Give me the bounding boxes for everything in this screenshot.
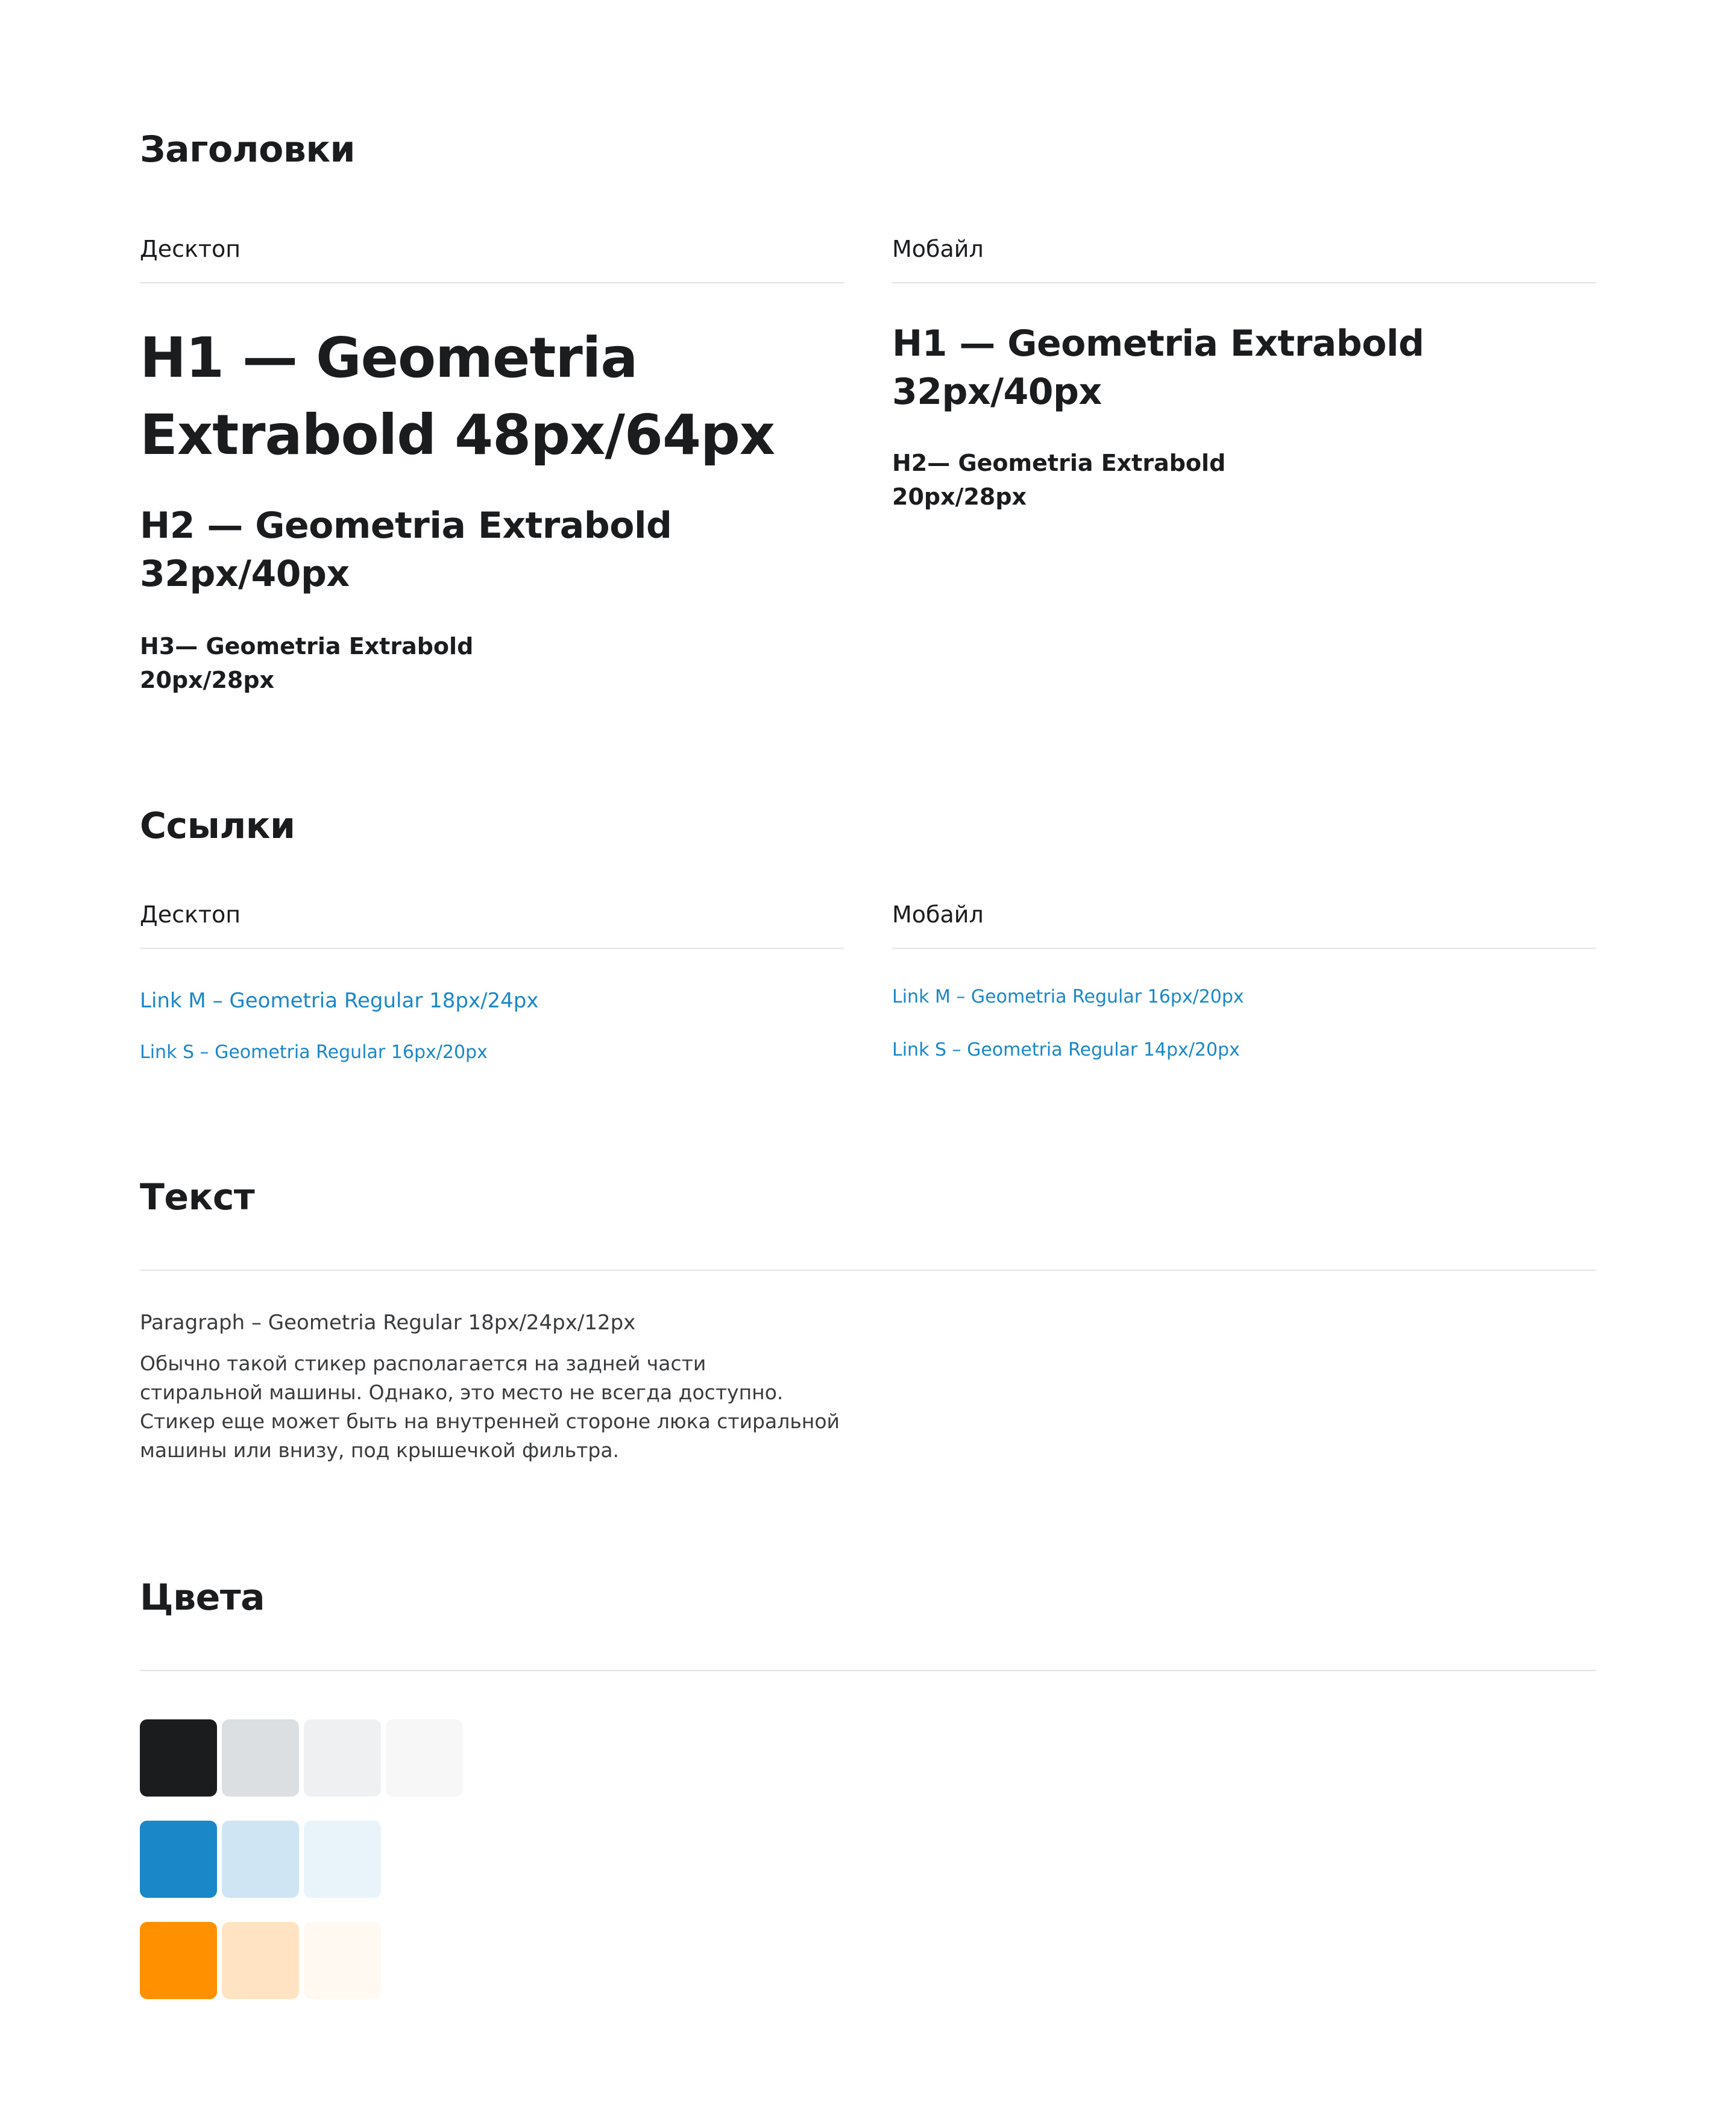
headings-desktop-samples: [140, 320, 844, 474]
mobile-link-m[interactable]: Link M – Geometria Regular 16px/20px: [892, 986, 1244, 1007]
text-section-title: Текст: [140, 1176, 255, 1218]
desktop-h3-line2: 20px/28px: [140, 667, 275, 693]
headings-desktop-label: Десктоп: [140, 236, 241, 262]
desktop-link-samples: [140, 986, 844, 1065]
desktop-h3-line1: H3— Geometria Extrabold: [140, 633, 474, 660]
colors-section-title: Цвета: [140, 1576, 265, 1619]
mobile-h2-line2: 20px/28px: [892, 483, 1027, 510]
desktop-h2-line2: 32px/40px: [140, 553, 350, 595]
color-swatch: [140, 1821, 217, 1898]
paragraph-sample: [140, 1349, 863, 1465]
swatch-row-blue: [140, 1821, 381, 1898]
paragraph-line: машины или внизу, под крышечкой фильтра.: [140, 1438, 620, 1462]
desktop-h1-sample: H1 — Geometria Extrabold 48px/64px: [140, 326, 775, 467]
paragraph-line: стиральной машины. Однако, это место не всегда доступно.: [140, 1381, 784, 1404]
headings-mobile-label: Мобайл: [892, 236, 984, 262]
mobile-h1-line2: 32px/40px: [892, 371, 1102, 413]
links-mobile-column: [892, 899, 1596, 930]
links-desktop-label: Десктоп: [140, 901, 241, 928]
mobile-h1-line1: H1 — Geometria Extrabold: [892, 323, 1424, 365]
headings-section-title: Заголовки: [140, 128, 356, 171]
color-swatch: [140, 1719, 217, 1797]
links-mobile-label: Мобайл: [892, 901, 984, 928]
paragraph-line: Обычно такой стикер располагается на задней части: [140, 1352, 706, 1375]
mobile-h2-line1: H2— Geometria Extrabold: [892, 450, 1226, 476]
desktop-h2-line1: H2 — Geometria Extrabold: [140, 505, 672, 547]
color-swatch: [304, 1821, 381, 1898]
links-mobile-divider: [892, 948, 1596, 949]
mobile-h1-block: [892, 320, 1596, 416]
color-swatch: [304, 1719, 381, 1797]
color-swatch: [140, 1922, 217, 1999]
mobile-link-samples: [892, 985, 1596, 1062]
color-swatch: [386, 1719, 463, 1797]
desktop-link-m[interactable]: Link M – Geometria Regular 18px/24px: [140, 989, 539, 1013]
swatch-row-neutral: [140, 1719, 463, 1797]
text-divider: [140, 1270, 1596, 1271]
desktop-h2-block: [140, 502, 844, 598]
color-swatch: [222, 1719, 299, 1797]
paragraph-caption: Paragraph – Geometria Regular 18px/24px/12px: [140, 1311, 636, 1335]
desktop-link-s[interactable]: Link S – Geometria Regular 16px/20px: [140, 1042, 488, 1063]
color-swatch: [222, 1821, 299, 1898]
paragraph-sample-block: [140, 1308, 923, 1465]
headings-mobile-column: [892, 234, 1596, 264]
swatch-row-orange: [140, 1922, 381, 1999]
headings-desktop-divider: [140, 282, 844, 283]
colors-divider: [140, 1670, 1596, 1671]
color-swatch: [222, 1922, 299, 1999]
mobile-h2-block: [892, 446, 1596, 514]
links-desktop-divider: [140, 948, 844, 949]
desktop-h3-block: [140, 629, 844, 697]
mobile-link-s[interactable]: Link S – Geometria Regular 14px/20px: [892, 1039, 1240, 1060]
headings-desktop-column: [140, 234, 844, 264]
paragraph-line: Стикер еще может быть на внутренней стороне люка стиральной: [140, 1409, 840, 1433]
links-section-title: Ссылки: [140, 805, 295, 847]
headings-mobile-divider: [892, 282, 1596, 283]
color-swatch: [304, 1922, 381, 1999]
links-desktop-column: [140, 899, 844, 930]
